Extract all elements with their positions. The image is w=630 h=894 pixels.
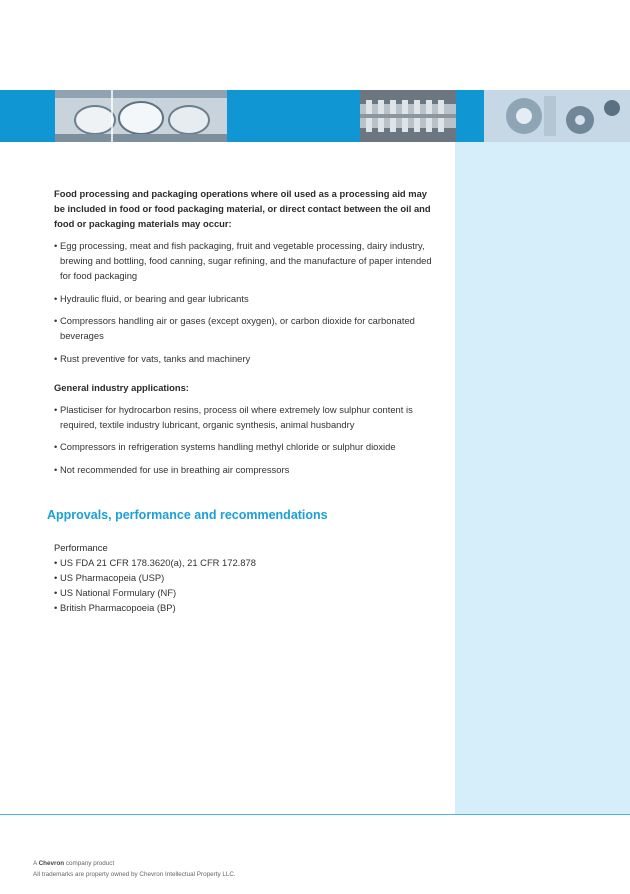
list-item: • British Pharmacopoeia (BP) <box>54 600 439 615</box>
performance-list <box>54 555 439 615</box>
list-item: • Compressors handling air or gases (except oxygen), or carbon dioxide for carbonated beverages <box>54 313 439 343</box>
list-item: • Not recommended for use in breathing air compressors <box>54 462 439 477</box>
main-content <box>54 186 439 484</box>
list-item: • US FDA 21 CFR 178.3620(a), 21 CFR 172.878 <box>54 555 439 570</box>
list-item: • Compressors in refrigeration systems handling methyl chloride or sulphur dioxide <box>54 439 439 454</box>
list-item: • US National Formulary (NF) <box>54 585 439 600</box>
footer <box>33 858 236 880</box>
approvals-title: Approvals, performance and recommendations <box>47 508 328 522</box>
list-item: • Plasticiser for hydrocarbon resins, process oil where extremely low sulphur content is required, textile industry lubricant, organic synthesis, animal husbandry <box>54 402 439 432</box>
food-applications-list <box>54 238 439 366</box>
list-item: • Egg processing, meat and fish packaging, fruit and vegetable processing, dairy industry, brewing and bottling, food canning, sugar refining, and the manufacture of paper intended for food packaging <box>54 238 439 283</box>
footer-prefix: A <box>33 860 37 867</box>
performance-heading: Performance <box>54 542 108 553</box>
bearing-photo <box>55 90 227 142</box>
food-intro: Food processing and packaging operations where oil used as a processing aid may be included in food or food packaging material, or direct contact between the oil and food or packaging materials may occur: <box>54 188 431 229</box>
side-panel <box>455 142 630 814</box>
list-item: • US Pharmacopeia (USP) <box>54 570 439 585</box>
list-item: • Rust preventive for vats, tanks and machinery <box>54 351 439 366</box>
list-item: • Hydraulic fluid, or bearing and gear lubricants <box>54 291 439 306</box>
general-applications-list <box>54 402 439 477</box>
footer-line-1 <box>33 858 236 869</box>
performance-section <box>54 540 439 615</box>
footer-suffix: company product <box>65 860 115 867</box>
machinery-photo <box>484 90 630 142</box>
general-heading: General industry applications: <box>54 381 189 393</box>
footer-trademark: All trademarks are property owned by Chevron Intellectual Property LLC. <box>33 871 236 878</box>
footer-brand: Chevron <box>38 860 65 867</box>
footer-divider <box>0 814 630 815</box>
header-banner <box>0 90 630 142</box>
gear-shaft-photo <box>360 90 456 142</box>
